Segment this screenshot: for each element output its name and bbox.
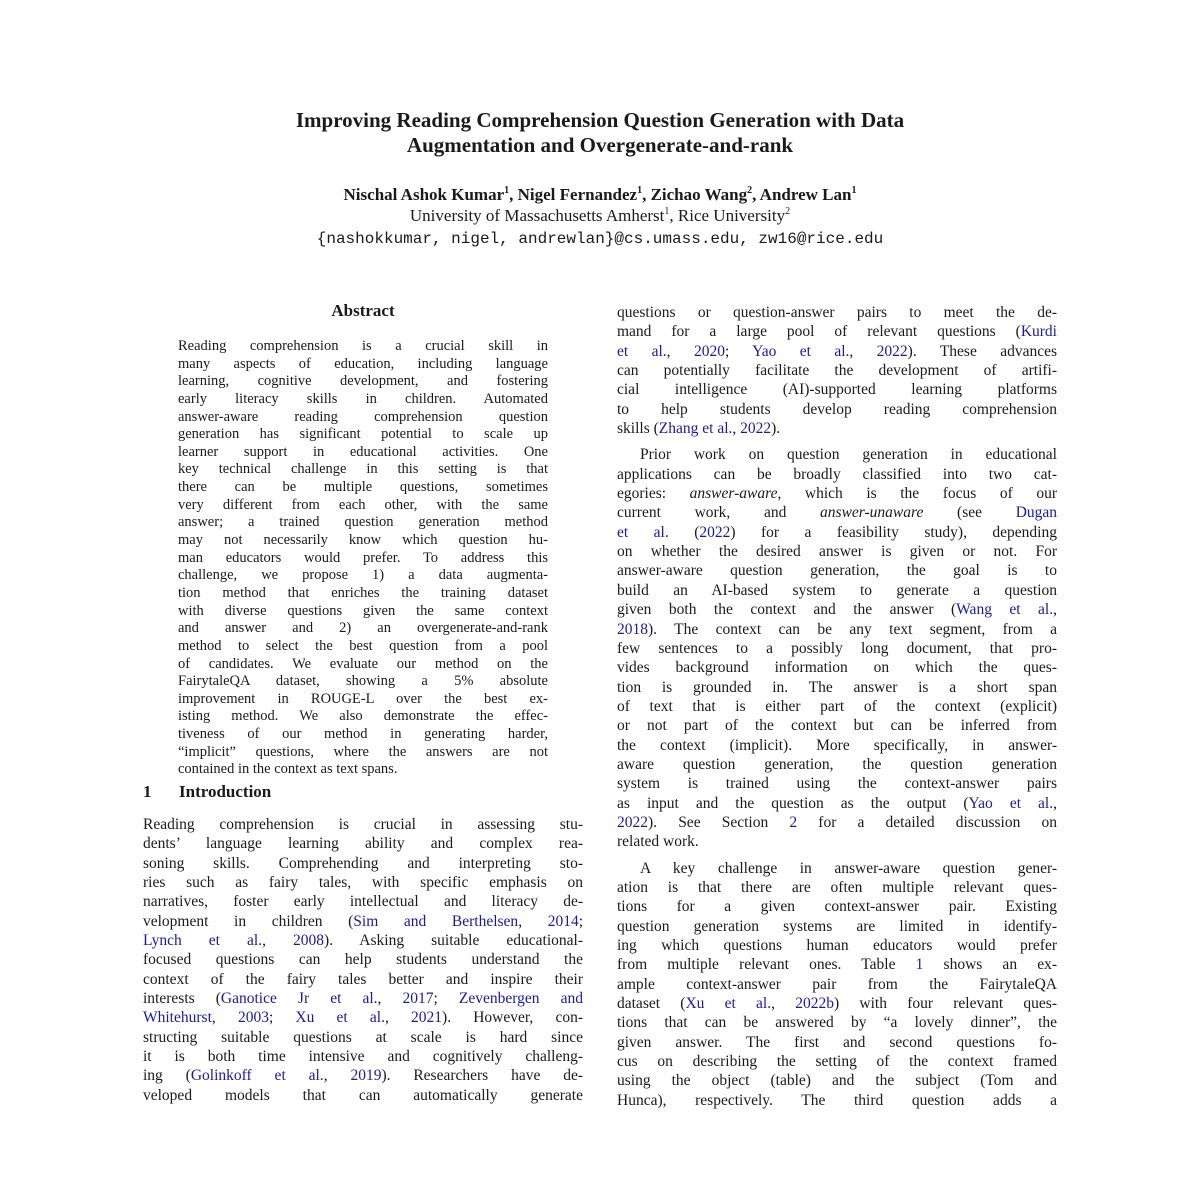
text-line: cus on describing the setting of the context framed [617, 1053, 1057, 1071]
text-run: ). These advances [907, 342, 1058, 360]
text-line [143, 1066, 583, 1085]
text-run: , [666, 342, 694, 360]
text-run: ; [268, 1009, 296, 1027]
text-line: related work. [617, 833, 699, 851]
affiliation-name: University of Massachusetts Amherst [409, 206, 665, 225]
text-run: current work, and [617, 504, 821, 522]
text-run: , [384, 1009, 412, 1027]
text-line [617, 994, 1057, 1013]
text-run: egories: [617, 485, 690, 503]
text-run: ). [771, 420, 781, 438]
text-line: soning skills. Comprehending and interpreting sto- [143, 854, 583, 872]
text-line: ries such as fairy tales, with specific emphasis on [143, 874, 583, 892]
text-run: ; [433, 990, 459, 1008]
abstract-line: challenge, we propose 1) a data augmenta- [178, 567, 548, 584]
abstract-body [178, 338, 548, 779]
text-line [617, 813, 1057, 832]
abstract-line: FairytaleQA dataset, showing a 5% absolute [178, 673, 548, 690]
abstract-line: learner support in educational activities. One [178, 443, 548, 460]
author-list: Nischal Ashok Kumar$^1$, Nigel Fernandez$^1$, Zichao Wang$^2$, Andrew Lan$^1$ [343, 185, 857, 204]
abstract-line: very different from each other, with the same [178, 496, 548, 513]
text-line: build an AI-based system to generate a question [617, 581, 1057, 599]
text-run: for a detailed discussion on [797, 813, 1057, 831]
citation-link[interactable]: Dugan [1015, 504, 1058, 522]
abstract-line: may not necessarily know which question hu- [178, 532, 548, 549]
citation-link[interactable]: 2022 [617, 813, 648, 831]
text-run: ). Researchers have de- [381, 1067, 584, 1085]
title-line-2: Augmentation and Overgenerate-and-rank [406, 133, 794, 157]
abstract-line: answer; a trained question generation method [178, 514, 548, 531]
text-run: , [262, 932, 294, 950]
abstract-line: method to select the best question from a pool [178, 637, 548, 654]
citation-link[interactable]: 2018 [617, 620, 648, 638]
text-run: , [732, 420, 741, 438]
citation-link[interactable]: 2019 [350, 1067, 382, 1085]
text-run: , [377, 990, 403, 1008]
text-line: dents’ language learning ability and complex rea- [143, 835, 583, 853]
text-line: answer-aware question generation, the goal is to [617, 562, 1057, 580]
paragraph-gap [617, 852, 1057, 859]
abstract-line: isting method. We also demonstrate the effec- [178, 708, 548, 725]
text-run: skills ( [617, 420, 659, 438]
text-line [617, 342, 1057, 361]
abstract-line: key technical challenge in this setting is that [178, 461, 548, 478]
abstract-line: “implicit” questions, where the answers are not [178, 743, 548, 760]
text-line: Hunca), respectively. The third question adds a [617, 1091, 1057, 1109]
text-run: , [323, 1067, 351, 1085]
citation-link[interactable]: 2022b [795, 995, 834, 1013]
text-line: on whether the desired answer is given or not. For [617, 543, 1057, 561]
citation-link[interactable]: Zhang et al. [658, 420, 733, 438]
section-title: Introduction [179, 782, 272, 801]
text-line: narratives, foster early intellectual and literacy de- [143, 893, 583, 911]
author-name: Andrew Lan [759, 185, 852, 204]
text-run: , [1053, 794, 1057, 812]
citation-link[interactable]: 2003 [237, 1009, 269, 1027]
text-line [143, 989, 583, 1008]
text-line: context of the fairy tales better and inspire their [143, 970, 583, 988]
text-line: tion is grounded in. The answer is a short span [617, 678, 1057, 696]
text-line [617, 600, 1057, 619]
text-line: veloped models that can automatically generate [143, 1086, 583, 1104]
text-run: as input and the question as the output ( [617, 794, 969, 812]
abstract-line: generation has significant potential to scale up [178, 426, 548, 443]
citation-link[interactable]: 2008 [293, 932, 325, 950]
text-line: Prior work on question generation in educational [640, 446, 1057, 464]
section-ref-link[interactable]: 2 [789, 813, 798, 831]
citation-link[interactable]: 2021 [411, 1009, 443, 1027]
text-run: ) with four relevant ques- [834, 995, 1057, 1013]
author-affil-mark: 1 [851, 185, 857, 196]
text-line: ing which questions human educators would prefer [617, 937, 1057, 954]
text-line: question generation systems are limited in identify- [617, 917, 1057, 935]
affiliation-name: Rice University [677, 206, 786, 225]
text-run: mand for a large pool of relevant questions ( [617, 323, 1021, 341]
abstract-line: improvement in ROUGE-L over the best ex- [178, 690, 548, 707]
text-line [617, 503, 1057, 522]
text-run: given both the context and the answer ( [617, 601, 957, 619]
text-line: ation is that there are often multiple relevant ques- [617, 878, 1057, 896]
abstract-heading: Abstract [331, 301, 395, 320]
section-heading [143, 781, 271, 803]
text-run: ) for a feasibility study), depending [730, 523, 1057, 541]
text-line: given answer. The first and second questions fo- [617, 1033, 1057, 1051]
text-line [617, 419, 1057, 438]
text-run: ; [578, 912, 583, 930]
citation-link[interactable]: 2022 [740, 420, 772, 438]
author-affil-mark: 2 [747, 185, 753, 196]
abstract-line: many aspects of education, including language [178, 355, 548, 372]
abstract-line: with diverse questions given the same context [178, 602, 548, 619]
text-line: it is both time intensive and cognitively challeng- [143, 1048, 583, 1066]
citation-link[interactable]: Yao et al. [968, 794, 1054, 812]
text-line [617, 794, 1057, 813]
text-line: focused questions can help students understand the [143, 951, 583, 969]
text-run: , [849, 342, 877, 360]
abstract-line: of candidates. We evaluate our method on the [178, 655, 548, 672]
text-line [617, 523, 1057, 542]
text-line [617, 322, 1057, 341]
text-line: applications can be broadly classified into two cat- [617, 465, 1057, 483]
citation-link[interactable]: Yao et al. [752, 342, 850, 360]
citation-link[interactable]: Golinkoff et al. [190, 1067, 324, 1085]
author-name: Nigel Fernandez [517, 185, 638, 204]
abstract-line: man educators would prefer. To address this [178, 549, 548, 566]
table-ref-link[interactable]: 1 [915, 956, 924, 974]
abstract-line: learning, cognitive development, and fostering [178, 373, 548, 390]
author-name: Nischal Ashok Kumar [343, 185, 505, 204]
text-run: ). The context can be any text segment, from a [648, 620, 1057, 638]
paper-title [0, 108, 1200, 158]
text-line: tions that can be answered by “a lovely dinner”, the [617, 1014, 1057, 1032]
abstract-line: answer-aware reading comprehension question [178, 408, 548, 425]
citation-link[interactable]: Wang et al. [956, 601, 1054, 619]
text-run: , [771, 995, 796, 1013]
text-run: ing ( [143, 1067, 191, 1085]
text-line: ample context-answer pair from the FairytaleQA [617, 975, 1057, 993]
text-line: vides background information on which the ques- [617, 659, 1057, 677]
text-run: , [518, 912, 548, 930]
text-line: cial intelligence (AI)-supported learning platforms [617, 381, 1057, 399]
text-line [143, 912, 583, 931]
text-line: structing suitable questions at scale is hard since [143, 1028, 583, 1046]
text-run: ). See Section [648, 813, 790, 831]
citation-link[interactable]: et al. [617, 342, 667, 360]
text-line [617, 620, 1057, 639]
text-line: system is trained using the context-answer pairs [617, 775, 1057, 793]
right-column [617, 303, 1057, 1110]
abstract-line: contained in the context as text spans. [178, 761, 398, 778]
text-line [617, 955, 1057, 974]
text-run: ( [668, 523, 700, 541]
abstract-line: early literacy skills in children. Automated [178, 390, 548, 407]
text-line: the context (implicit). More specifically, in answer- [617, 736, 1057, 754]
text-run: (see [923, 504, 1016, 522]
text-line: can potentially facilitate the development of artifi- [617, 362, 1057, 380]
text-line: few sentences to a possibly long document, that pro- [617, 639, 1057, 657]
emphasis-text: answer-unaware [820, 504, 924, 522]
abstract-line: Reading comprehension is a crucial skill in [178, 338, 548, 354]
affiliation-mark: 2 [785, 206, 791, 217]
text-line: aware question generation, the question generation [617, 755, 1057, 773]
citation-link[interactable]: Lynch et al. [143, 932, 263, 950]
citation-link[interactable]: 2017 [402, 990, 434, 1008]
text-line: to help students develop reading comprehension [617, 400, 1057, 418]
affiliation-mark: 1 [664, 206, 670, 217]
text-line: using the object (table) and the subject (Tom and [617, 1072, 1057, 1090]
text-line: A key challenge in answer-aware question gener- [640, 859, 1057, 877]
text-line: Reading comprehension is crucial in assessing stu- [143, 816, 583, 833]
intro-paragraph [143, 815, 583, 1105]
text-run: dataset ( [617, 995, 686, 1013]
section-number: 1 [143, 782, 152, 801]
citation-link[interactable]: 2022 [876, 342, 908, 360]
author-affil-mark: 1 [637, 185, 643, 196]
text-run: ). Asking suitable educational- [324, 932, 583, 950]
text-run: from multiple relevant ones. Table [617, 956, 916, 974]
text-run: ). However, con- [442, 1009, 584, 1027]
text-run: , [211, 1009, 238, 1027]
text-line: or not part of the context but can be inferred from [617, 717, 1057, 735]
author-name: Zichao Wang [650, 185, 748, 204]
author-emails: {nashokkumar, nigel, andrewlan}@cs.umass.edu, zw16@rice.edu [316, 230, 884, 248]
affiliations: University of Massachusetts Amherst$^1$, Rice University$^2$ [409, 206, 791, 225]
citation-link[interactable]: 2020 [693, 342, 725, 360]
text-run: velopment in children ( [143, 912, 354, 930]
text-line [617, 484, 1057, 503]
citation-link[interactable]: 2022 [699, 523, 731, 541]
author-affil-mark: 1 [504, 185, 510, 196]
citation-link[interactable]: 2014 [547, 912, 579, 930]
citation-link[interactable]: Xu et al. [295, 1009, 385, 1027]
text-line: tions for a given context-answer pair. Existing [617, 898, 1057, 916]
citation-link[interactable]: Kurdi [1020, 323, 1057, 341]
text-run: ; [724, 342, 753, 360]
title-line-1: Improving Reading Comprehension Question Generation with Data [295, 108, 905, 132]
text-line [143, 931, 583, 950]
text-line [143, 1008, 583, 1027]
text-run: interests ( [143, 990, 221, 1008]
citation-link[interactable]: Ganotice Jr et al. [220, 990, 378, 1008]
emphasis-text: answer-aware [689, 485, 778, 503]
text-line: questions or question-answer pairs to meet the de- [617, 304, 1057, 321]
citation-link[interactable]: Zevenbergen and [458, 990, 584, 1008]
text-run: shows an ex- [923, 956, 1057, 974]
abstract-line: tion method that enriches the training dataset [178, 584, 548, 601]
abstract-line: there can be multiple questions, sometimes [178, 479, 548, 496]
citation-link[interactable]: Xu et al. [685, 995, 772, 1013]
abstract-line: and answer and 2) an overgenerate-and-rank [178, 620, 548, 637]
text-line: of text that is either part of the context (explicit) [617, 697, 1057, 715]
paragraph-gap [617, 438, 1057, 445]
citation-link[interactable]: Sim and Berthelsen [353, 912, 519, 930]
citation-link[interactable]: et al. [617, 523, 669, 541]
text-run: , which is the focus of our [777, 485, 1057, 503]
citation-link[interactable]: Whitehurst [143, 1009, 212, 1027]
text-run: , [1053, 601, 1057, 619]
abstract-line: tiveness of our method in generating harder, [178, 726, 548, 743]
